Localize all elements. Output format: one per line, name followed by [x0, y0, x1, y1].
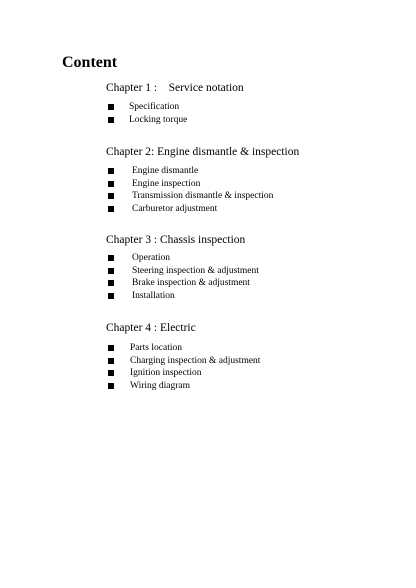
square-bullet-icon [108, 383, 114, 389]
list-item-label: Charging inspection & adjustment [130, 355, 261, 366]
list-item-label: Specification [129, 102, 180, 112]
list-item [106, 203, 406, 216]
square-bullet-icon [108, 370, 114, 376]
list-item [106, 265, 406, 278]
list-item [106, 252, 406, 265]
square-bullet-icon [108, 104, 114, 110]
list-item [106, 114, 406, 127]
chapter-heading: Chapter 2: Engine dismantle & inspection [106, 146, 300, 158]
list-item [106, 380, 406, 393]
list-item-label: Installation [132, 290, 175, 301]
chapter-3-section [106, 233, 406, 302]
square-bullet-icon [108, 358, 114, 364]
chapter-heading: Chapter 4 : Electric [106, 322, 196, 334]
list-item [106, 367, 406, 380]
chapter-heading: Chapter 1 : Service notation [106, 82, 244, 94]
list-item-label: Wiring diagram [130, 380, 191, 391]
chapter-item-list [106, 165, 406, 215]
list-item-label: Carburetor adjustment [132, 203, 218, 214]
list-item-label: Brake inspection & adjustment [132, 278, 250, 289]
list-item [106, 101, 406, 114]
list-item [106, 190, 406, 203]
square-bullet-icon [108, 280, 114, 286]
square-bullet-icon [108, 293, 114, 299]
square-bullet-icon [108, 168, 114, 174]
chapter-item-list [106, 101, 406, 126]
square-bullet-icon [108, 345, 114, 351]
list-item [106, 355, 406, 368]
list-item-label: Operation [132, 253, 170, 263]
chapter-1-section [106, 81, 406, 126]
list-item-label: Parts location [130, 343, 182, 353]
list-item [106, 178, 406, 191]
list-item [106, 277, 406, 290]
list-item-label: Engine dismantle [132, 166, 199, 176]
list-item-label: Transmission dismantle & inspection [132, 191, 274, 202]
list-item [106, 342, 406, 355]
square-bullet-icon [108, 206, 114, 212]
chapter-item-list [106, 252, 406, 302]
chapter-4-section [106, 321, 406, 392]
chapter-heading: Chapter 3 : Chassis inspection [106, 234, 246, 246]
list-item-label: Steering inspection & adjustment [132, 265, 259, 276]
chapter-2-section [106, 145, 406, 215]
chapter-item-list [106, 342, 406, 392]
list-item-label: Ignition inspection [130, 368, 202, 379]
list-item [106, 165, 406, 178]
page-title: Content [62, 54, 118, 71]
list-item-label: Engine inspection [132, 178, 201, 189]
square-bullet-icon [108, 181, 114, 187]
square-bullet-icon [108, 193, 114, 199]
square-bullet-icon [108, 268, 114, 274]
square-bullet-icon [108, 255, 114, 261]
list-item [106, 290, 406, 303]
square-bullet-icon [108, 117, 114, 123]
list-item-label: Locking torque [129, 114, 188, 125]
